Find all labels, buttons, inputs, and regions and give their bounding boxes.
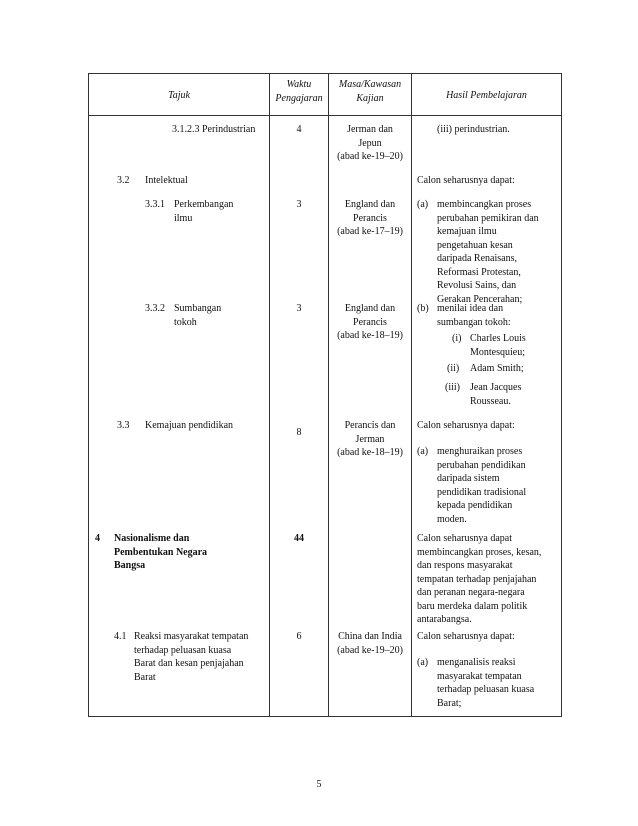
row4-tajuk (174, 302, 221, 329)
row5-tajuk: Kemajuan pendidikan (145, 420, 234, 431)
row4-hasil-line: menilai idea dan (437, 303, 504, 314)
page-number: 5 (316, 779, 322, 790)
row7-masa-line: (abad ke-19–20) (337, 644, 403, 656)
row3-hasil-line: perubahan pemikiran dan (437, 212, 539, 224)
row1-waktu: 4 (296, 124, 302, 135)
header-waktu-line2: Pengajaran (275, 92, 323, 104)
row5-hasil-line: pendidikan tradisional (437, 486, 527, 498)
row6-tajuk (114, 532, 207, 573)
row4-sub-text (470, 332, 526, 359)
row1-masa (329, 123, 411, 164)
row6-tajuk-line: Pembentukan Negara (114, 546, 208, 558)
row4-masa-line: England dan (344, 303, 396, 314)
row5-hasil-line: kepada pendidikan (437, 500, 513, 511)
row6-hasil-line: Calon seharusnya dapat (417, 533, 512, 544)
row4-sub-num: (i) (452, 333, 462, 344)
row4-tajuk-line: tokoh (174, 316, 197, 328)
row2-hasil: Calon seharusnya dapat: (417, 175, 515, 186)
row3-masa-line: England dan (344, 199, 396, 210)
header-masa-line2: Kajian (356, 92, 384, 104)
table-border-left (88, 73, 89, 717)
row3-hasil-line: membincangkan proses (437, 199, 532, 210)
row4-sub-text (470, 381, 521, 408)
row6-hasil-line: baru merdeka dalam politik (417, 600, 528, 612)
row4-sub-line: Jean Jacques (470, 382, 522, 393)
row7-tajuk-line: Barat dan kesan penjajahan (134, 658, 244, 669)
row6-hasil-line: tempatan terhadap penjajahan (417, 573, 537, 585)
table-border-bottom (88, 716, 562, 717)
row4-sub-text (470, 362, 524, 376)
row3-hasil-line: kemajuan ilmu (437, 226, 497, 237)
row7-masa-line: China dan India (338, 631, 402, 642)
row3-num: 3.3.1 (145, 199, 165, 210)
row1-masa-line: Jepun (358, 137, 382, 149)
row6-tajuk-line: Nasionalisme dan (114, 533, 190, 544)
row7-num: 4.1 (114, 631, 127, 642)
row4-sub-line: Adam Smith; (470, 363, 524, 374)
row5-num: 3.3 (117, 420, 130, 431)
row4-sub-num: (ii) (447, 363, 460, 374)
row3-hasil (437, 198, 539, 306)
row4-num: 3.3.2 (145, 303, 165, 314)
row3-masa-line: Perancis (353, 212, 387, 224)
row4-hasil (437, 302, 511, 329)
row5-waktu: 8 (296, 427, 302, 438)
row3-tajuk-line: ilmu (174, 212, 193, 224)
row6-num: 4 (95, 533, 100, 544)
row5-masa-line: (abad ke-18–19) (337, 447, 403, 458)
row7-tajuk-line: Reaksi masyarakat tempatan (134, 631, 249, 642)
row3-tajuk (174, 198, 233, 225)
header-masa-line1: Masa/Kawasan (338, 79, 402, 90)
row7-hasil-line: masyarakat tempatan (437, 670, 522, 682)
row4-masa-line: Perancis (353, 316, 387, 328)
row4-hasil-line: sumbangan tokoh: (437, 316, 511, 328)
row4-sub-line: Montesquieu; (470, 346, 525, 358)
row2-num: 3.2 (117, 175, 130, 186)
row4-sub-line: Rousseau. (470, 395, 511, 407)
row5-marker: (a) (417, 446, 429, 457)
row5-masa-line: Jerman (355, 433, 385, 445)
row7-hasil (437, 656, 534, 710)
row5-masa-line: Perancis dan (344, 420, 396, 431)
row7-hasil-line: Barat; (437, 697, 462, 709)
row3-hasil-line: Revolusi Sains, dan (437, 280, 517, 291)
row3-hasil-line: Gerakan Pencerahan; (437, 293, 523, 305)
table-border-top (88, 73, 562, 74)
header-tajuk: Tajuk (168, 90, 190, 101)
row5-hasil-line: perubahan pendidikan (437, 459, 526, 471)
row6-waktu: 44 (294, 533, 304, 544)
row4-masa-line: (abad ke-18–19) (337, 330, 403, 341)
row7-tajuk-line: terhadap peluasan kuasa (134, 644, 232, 656)
row3-marker: (a) (417, 199, 429, 210)
row7-tajuk (134, 630, 248, 684)
row3-tajuk-line: Perkembangan (174, 199, 234, 210)
column-divider-2 (328, 73, 329, 717)
row4-masa (329, 302, 411, 343)
row5-intro: Calon seharusnya dapat: (417, 420, 515, 431)
row7-masa (329, 630, 411, 657)
column-divider-1 (269, 73, 270, 717)
table-header-separator (88, 115, 562, 116)
row1-masa-line: Jerman dan (347, 124, 393, 135)
row4-sub-line: Charles Louis (470, 333, 526, 344)
row3-hasil-line: pengetahuan kesan (437, 239, 513, 251)
row6-hasil-line: antarabangsa. (417, 614, 472, 625)
header-waktu (270, 78, 328, 105)
row7-marker: (a) (417, 657, 429, 668)
table-border-right (561, 73, 562, 717)
row6-tajuk-line: Bangsa (114, 560, 146, 571)
row5-hasil-line: daripada sistem (437, 473, 500, 484)
row6-hasil-line: dan respons masyarakat (417, 560, 513, 571)
row3-masa-line: (abad ke-17–19) (337, 226, 403, 237)
row2-tajuk: Intelektual (145, 175, 188, 186)
row6-hasil (417, 532, 541, 627)
row7-waktu: 6 (296, 631, 302, 642)
row7-intro: Calon seharusnya dapat: (417, 631, 515, 642)
row1-hasil: (iii) perindustrian. (437, 124, 510, 135)
column-divider-3 (411, 73, 412, 717)
row1-masa-line: (abad ke-19–20) (337, 151, 403, 162)
header-waktu-line1: Waktu (286, 79, 312, 90)
header-hasil: Hasil Pembelajaran (446, 90, 527, 101)
row4-tajuk-line: Sumbangan (174, 303, 222, 314)
row7-hasil-line: terhadap peluasan kuasa (437, 684, 535, 695)
row5-masa (329, 419, 411, 460)
row4-waktu: 3 (296, 303, 302, 314)
row5-hasil-line: menghuraikan proses (437, 446, 523, 457)
row3-hasil-line: Reformasi Protestan, (437, 266, 521, 278)
row3-waktu: 3 (296, 199, 302, 210)
row6-hasil-line: membincangkan proses, kesan, (417, 546, 542, 558)
row5-hasil (437, 445, 526, 526)
row7-hasil-line: menganalisis reaksi (437, 657, 516, 668)
row1-tajuk: 3.1.2.3 Perindustrian (172, 124, 256, 135)
row5-hasil-line: moden. (437, 513, 467, 525)
header-masa (329, 78, 411, 105)
row3-masa (329, 198, 411, 239)
row7-tajuk-line: Barat (134, 671, 156, 683)
row6-hasil-line: dan peranan negara-negara (417, 587, 525, 598)
row4-sub-num: (iii) (445, 382, 460, 393)
row3-hasil-line: daripada Renaisans, (437, 253, 517, 264)
row4-marker: (b) (417, 303, 429, 314)
